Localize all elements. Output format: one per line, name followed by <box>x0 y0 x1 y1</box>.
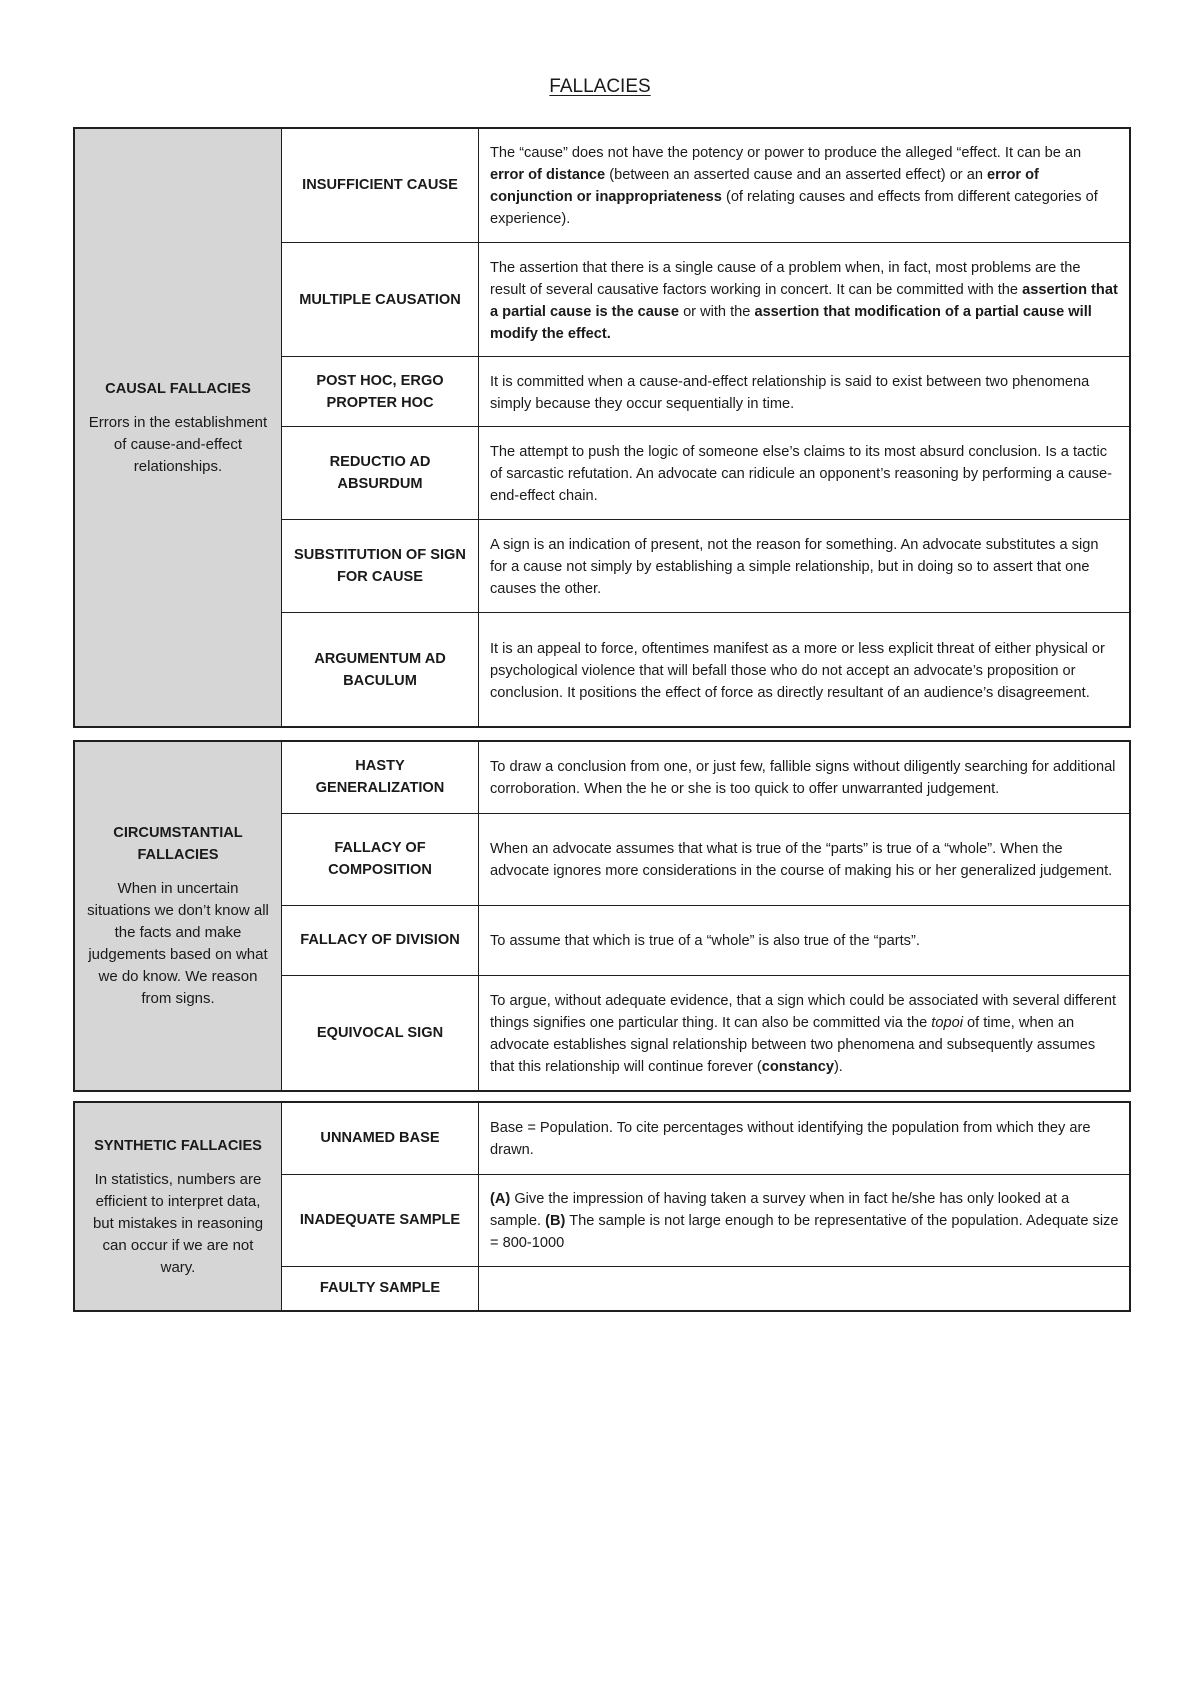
fallacy-name: FALLACY OF DIVISION <box>282 905 479 975</box>
table-row <box>74 741 1130 813</box>
fallacy-name: INSUFFICIENT CAUSE <box>282 128 479 242</box>
text-run: It is committed when a cause-and-effect relationship is said to exist between two phenomena simply because they occur sequentially in time. <box>490 373 1090 412</box>
fallacy-description <box>479 1174 1131 1266</box>
fallacy-name: ARGUMENTUM AD BACULUM <box>282 613 479 727</box>
fallacy-name: MULTIPLE CAUSATION <box>282 242 479 356</box>
text-run: The attempt to push the logic of someone else’s claims to its most absurd conclusion. Is a tactic of sarcastic refutation. An advocate can ridicule an opponent’s reasoning by performing a cause-end-effect chain. <box>490 444 1112 505</box>
text-run: The assertion that there is a single cause of a problem when, in fact, most problems are the result of several causative factors working in concert. It can be committed with the <box>490 259 1081 298</box>
category-title: CAUSAL FALLACIES <box>105 380 251 397</box>
bold-text: assertion that a partial cause is the cause <box>490 281 1118 320</box>
bold-text: error of conjunction or inappropriateness <box>490 167 1039 206</box>
fallacy-name: FAULTY SAMPLE <box>282 1266 479 1311</box>
text-run: To assume that which is true of a “whole” is also true of the “parts”. <box>490 933 920 949</box>
table-row <box>74 1102 1130 1174</box>
bold-text: assertion that modification of a partial cause will modify the effect. <box>490 303 1092 342</box>
fallacy-description <box>479 242 1131 356</box>
fallacy-description <box>479 813 1131 905</box>
bold-text: (B) <box>545 1213 566 1229</box>
text-run: Give the impression of having taken a survey when in fact he/she has only looked at a sample. <box>490 1191 1070 1229</box>
text-run: (between an asserted cause and an asserted effect) or an <box>605 167 988 184</box>
text-run: It is an appeal to force, oftentimes manifest as a more or less explicit threat of either physical or psychological violence that will befall those who do not accept an advocate’s proposition or conclusion. It positions the effect of force as directly resultant of an audience’s disagreement. <box>490 640 1105 701</box>
fallacy-description <box>479 519 1131 612</box>
category-description: When in uncertain situations we don’t know all the facts and make judgements based on what we do know. We reason from signs. <box>87 880 269 1007</box>
category-cell <box>74 128 282 727</box>
category-title: CIRCUMSTANTIAL FALLACIES <box>113 825 243 863</box>
fallacy-description <box>479 427 1131 519</box>
synthetic-fallacies-table <box>73 1101 1131 1312</box>
text-run: Base = Population. To cite percentages without identifying the population from which they are drawn. <box>490 1120 1091 1159</box>
category-description: Errors in the establishment of cause-and-effect relationships. <box>88 413 268 475</box>
causal-fallacies-table <box>73 127 1131 728</box>
text-run: or with the <box>679 303 755 320</box>
text-run: A sign is an indication of present, not the reason for something. An advocate substitutes a sign for a cause not simply by establishing a simple relationship, but in doing so to assert that one causes the other. <box>490 536 1099 597</box>
page-title: FALLACIES <box>549 76 651 97</box>
bold-text: constancy <box>761 1058 834 1075</box>
table-row <box>74 128 1130 242</box>
fallacy-description <box>479 357 1131 427</box>
category-cell <box>74 1102 282 1311</box>
circumstantial-fallacies-table <box>73 740 1131 1092</box>
italic-text: topoi <box>931 1014 963 1031</box>
fallacy-name: HASTY GENERALIZATION <box>282 741 479 813</box>
fallacy-name: REDUCTIO AD ABSURDUM <box>282 427 479 519</box>
category-description: In statistics, numbers are efficient to interpret data, but mistakes in reasoning can occur if we are not wary. <box>92 1170 264 1276</box>
category-cell <box>74 741 282 1091</box>
fallacy-name: INADEQUATE SAMPLE <box>282 1174 479 1266</box>
text-run: The sample is not large enough to be representative of the population. Adequate size = 800-1000 <box>490 1213 1119 1251</box>
category-title: SYNTHETIC FALLACIES <box>94 1137 262 1154</box>
text-run: To draw a conclusion from one, or just few, fallible signs without diligently searching for additional corroboration. When the he or she is too quick to offer unwarranted judgement. <box>490 759 1116 798</box>
text-run: (of relating causes and effects from different categories of experience). <box>490 189 1098 228</box>
fallacy-description <box>479 128 1131 242</box>
fallacy-name: EQUIVOCAL SIGN <box>282 975 479 1091</box>
text-run: When an advocate assumes that what is true of the “parts” is true of a “whole”. When the advocate ignores more considerations in the course of making his or her generalized judgement. <box>490 841 1113 879</box>
fallacy-description <box>479 1102 1131 1174</box>
bold-text: (A) <box>490 1191 511 1207</box>
bold-text: error of distance <box>490 167 606 184</box>
text-run: ). <box>833 1058 843 1075</box>
fallacy-description <box>479 741 1131 813</box>
text-run: The “cause” does not have the potency or power to produce the alleged “effect. It can be an <box>490 145 1082 162</box>
text-run: To argue, without adequate evidence, that a sign which could be associated with several different things signifies one particular thing. It can also be committed via the <box>490 992 1117 1031</box>
fallacy-description <box>479 975 1131 1091</box>
text-run: of time, when an advocate establishes signal relationship between two phenomena and subsequently assumes that this relationship will continue forever ( <box>490 1014 1096 1075</box>
fallacy-name: FALLACY OF COMPOSITION <box>282 813 479 905</box>
fallacy-description <box>479 905 1131 975</box>
fallacy-description <box>479 1266 1131 1311</box>
fallacy-name: UNNAMED BASE <box>282 1102 479 1174</box>
fallacy-description <box>479 613 1131 727</box>
fallacy-name: POST HOC, ERGO PROPTER HOC <box>282 357 479 427</box>
fallacy-name: SUBSTITUTION OF SIGN FOR CAUSE <box>282 519 479 612</box>
